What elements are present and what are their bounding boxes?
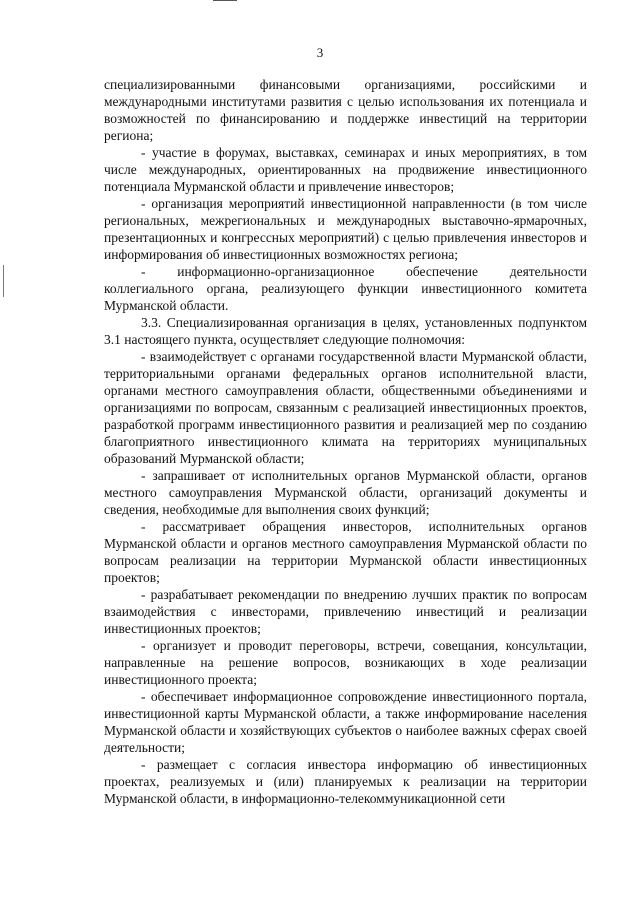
paragraph-best-practices: - разрабатывает рекомендации по внедрению лучших практик по вопросам взаимодействия с инвесторами, привлечению инвестиций и реализации инвестиционных проектов;: [104, 587, 587, 636]
paragraph-forums-participation: - участие в форумах, выставках, семинарах и иных мероприятиях, в том числе международных, ориентированных на продвижение инвестиционного потенциала Мурманской области и привлечение инвесторов;: [104, 145, 587, 194]
paragraph-section-3-3: 3.3. Специализированная организация в целях, установленных подпунктом 3.1 настоящего пункта, осуществляет следующие полномочия:: [104, 315, 587, 347]
paragraph-publishes-projects: - размещает с согласия инвестора информацию об инвестиционных проектах, реализуемых и (или) планируемых к реализации на территории Мурманской области, в информационно-телекоммуникационной сети: [104, 757, 587, 806]
paragraph-interaction-authorities: - взаимодействует с органами государственной власти Мурманской области, территориальными органами федеральных органов исполнительной власти, органами местного самоуправления области, общественными объединениями и организациями по вопросам, связанным с реализацией инвестиционных проектов, разработкой программ инвестиционного развития и реализацией мер по созданию благоприятного инвестиционного климата на территориях муниципальных образований Мурманской области;: [104, 349, 587, 466]
document-body: [104, 76, 587, 807]
paragraph-information-support: - обеспечивает информационное сопровождение инвестиционного портала, инвестиционной карты Мурманской области, а также информирование населения Мурманской области и хозяйствующих субъектов о наиболее важных сферах своей деятельности;: [104, 689, 587, 755]
paragraph-investment-events: - организация мероприятий инвестиционной направленности (в том числе региональных, межрегиональных и международных выставочно-ярмарочных, презентационных и конгрессных мероприятий) с целью привлечения инвесторов и информирования об инвестиционных возможностях региона;: [104, 196, 587, 262]
scan-edge-mark-top: [213, 0, 237, 1]
paragraph-committee-support: - информационно-организационное обеспечение деятельности коллегиального органа, реализующего функции инвестиционного комитета Мурманской области.: [104, 264, 587, 313]
scan-edge-mark-left: [3, 265, 4, 297]
page-number: 3: [316, 45, 324, 60]
paragraph-reviews-appeals: - рассматривает обращения инвесторов, исполнительных органов Мурманской области и органов местного самоуправления Мурманской области по вопросам реализации на территории Мурманской области инвестиционных проектов;: [104, 519, 587, 585]
paragraph-negotiations: - организует и проводит переговоры, встречи, совещания, консультации, направленные на решение вопросов, возникающих в ходе реализации инвестиционного проекта;: [104, 638, 587, 687]
paragraph-continuation: специализированными финансовыми организациями, российскими и международными институтами развития с целью использования их потенциала и возможностей по финансированию и поддержке инвестиций на территории региона;: [104, 77, 587, 143]
paragraph-requests-documents: - запрашивает от исполнительных органов Мурманской области, органов местного самоуправления Мурманской области, организаций документы и сведения, необходимые для выполнения своих функций;: [104, 468, 587, 517]
